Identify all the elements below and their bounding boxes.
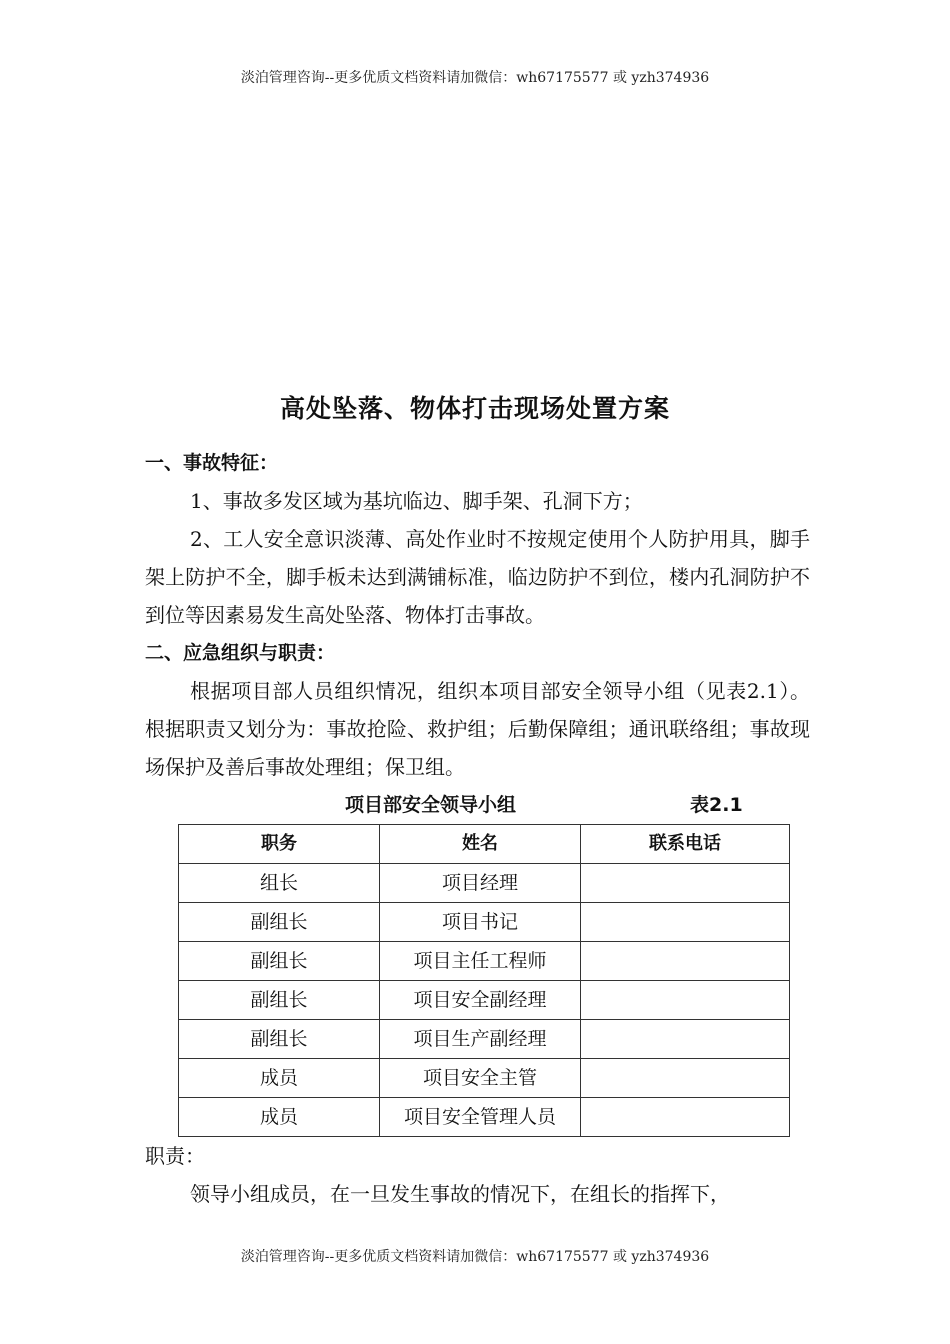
section2-paragraph-1: 根据项目部人员组织情况，组织本项目部安全领导小组（见表2.1）。根据职责又划分为：事故抢险、救护组；后勤保障组；通讯联络组；事故现场保护及善后事故处理组；保卫组。 — [145, 679, 810, 779]
cell-name: 项目安全主管 — [380, 1059, 581, 1098]
table-header-row — [179, 825, 790, 864]
page-header: 淡泊管理咨询--更多优质文档资料请加微信：wh67175577 或 yzh374936 — [240, 70, 710, 86]
cell-position: 副组长 — [179, 903, 380, 942]
duties-paragraph-1: 领导小组成员，在一旦发生事故的情况下，在组长的指挥下， — [190, 1182, 730, 1206]
cell-name: 项目经理 — [380, 864, 581, 903]
cell-phone — [581, 903, 790, 942]
cell-name: 项目生产副经理 — [380, 1020, 581, 1059]
cell-position: 副组长 — [179, 1020, 380, 1059]
leadership-table — [178, 824, 790, 1137]
document-body — [145, 444, 810, 1213]
section1-paragraph-1: 1、事故多发区域为基坑临边、脚手架、孔洞下方； — [190, 489, 643, 513]
cell-name: 项目安全管理人员 — [380, 1098, 581, 1137]
cell-name: 项目主任工程师 — [380, 942, 581, 981]
section1-paragraph-2: 2、工人安全意识淡薄、高处作业时不按规定使用个人防护用具，脚手架上防护不全，脚手板未达到满铺标准，临边防护不到位，楼内孔洞防护不到位等因素易发生高处坠落、物体打击事故。 — [145, 527, 810, 627]
table-row — [179, 903, 790, 942]
table-row — [179, 981, 790, 1020]
cell-position: 副组长 — [179, 981, 380, 1020]
table-caption-number: 表2.1 — [690, 794, 743, 816]
table-row — [179, 1059, 790, 1098]
table-row — [179, 1098, 790, 1137]
table-row — [179, 1020, 790, 1059]
table-caption-title: 项目部安全领导小组 — [345, 794, 517, 816]
document-title: 高处坠落、物体打击现场处置方案 — [279, 394, 670, 423]
column-header-phone: 联系电话 — [581, 825, 790, 864]
section2-heading: 二、应急组织与职责： — [145, 642, 336, 664]
duties-label: 职责： — [145, 1144, 205, 1168]
column-header-position: 职务 — [179, 825, 380, 864]
table-row — [179, 942, 790, 981]
cell-phone — [581, 864, 790, 903]
cell-phone — [581, 981, 790, 1020]
cell-position: 副组长 — [179, 942, 380, 981]
cell-phone — [581, 942, 790, 981]
page-footer: 淡泊管理咨询--更多优质文档资料请加微信：wh67175577 或 yzh374936 — [240, 1249, 710, 1265]
cell-phone — [581, 1098, 790, 1137]
cell-position: 成员 — [179, 1098, 380, 1137]
table-row — [179, 864, 790, 903]
cell-position: 成员 — [179, 1059, 380, 1098]
column-header-name: 姓名 — [380, 825, 581, 864]
cell-position: 组长 — [179, 864, 380, 903]
cell-name: 项目书记 — [380, 903, 581, 942]
cell-phone — [581, 1020, 790, 1059]
cell-name: 项目安全副经理 — [380, 981, 581, 1020]
section1-heading: 一、事故特征： — [145, 452, 279, 474]
table-caption — [145, 786, 810, 824]
cell-phone — [581, 1059, 790, 1098]
